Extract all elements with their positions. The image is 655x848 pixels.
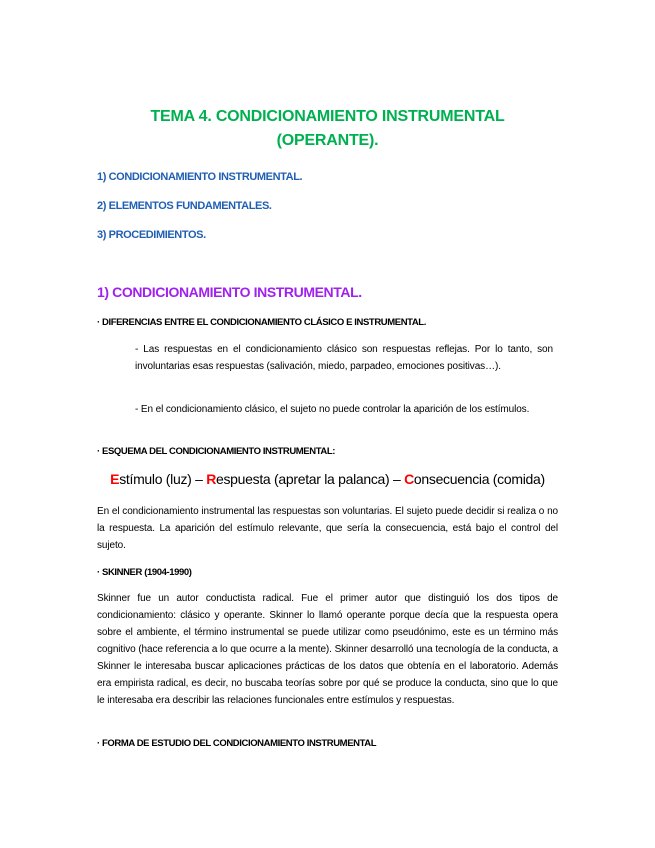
esquema-paragraph: En el condicionamiento instrumental las respuestas son voluntarias. El sujeto puede decidir si realiza o no la respuesta. La aparición del estímulo relevante, que sería la consecuencia, está bajo el control del sujeto. <box>97 506 558 551</box>
bullet-esquema: · ESQUEMA DEL CONDICIONAMIENTO INSTRUMENTAL: <box>97 446 336 457</box>
esquema-r-rest: espuesta (apretar la palanca) – <box>216 471 405 487</box>
esquema-formula <box>0 471 655 487</box>
esquema-c-letter: C <box>404 471 414 487</box>
title-line-1: TEMA 4. CONDICIONAMIENTO INSTRUMENTAL <box>150 108 505 125</box>
bullet-forma-estudio: · FORMA DE ESTUDIO DEL CONDICIONAMIENTO INSTRUMENTAL <box>97 738 377 749</box>
toc-item-2: 2) ELEMENTOS FUNDAMENTALES. <box>97 200 272 212</box>
bullet-diferencias: · DIFERENCIAS ENTRE EL CONDICIONAMIENTO CLÁSICO E INSTRUMENTAL. <box>97 317 426 328</box>
esquema-c-rest: onsecuencia (comida) <box>413 471 545 487</box>
document-title <box>0 105 655 153</box>
diferencia-paragraph-1: - Las respuestas en el condicionamiento clásico son respuestas reflejas. Por lo tanto, son involuntarias esas respuestas (salivación, miedo, parpadeo, emociones positivas…). <box>135 344 553 372</box>
esquema-e-rest: stímulo (luz) – <box>119 471 207 487</box>
bullet-skinner: · SKINNER (1904-1990) <box>97 567 192 578</box>
title-line-2: (OPERANTE). <box>276 132 379 149</box>
section-heading: 1) CONDICIONAMIENTO INSTRUMENTAL. <box>97 284 362 300</box>
diferencia-paragraph-2: - En el condicionamiento clásico, el sujeto no puede controlar la aparición de los estímulos. <box>135 404 530 415</box>
toc-item-1: 1) CONDICIONAMIENTO INSTRUMENTAL. <box>97 171 303 183</box>
esquema-r-letter: R <box>206 471 216 487</box>
toc-item-3: 3) PROCEDIMIENTOS. <box>97 229 206 241</box>
skinner-paragraph: Skinner fue un autor conductista radical. Fue el primer autor que distinguió los dos tipos de condicionamiento: clásico y operante. Skinner lo llamó operante porque decía que la respuesta opera sobre el ambiente, el término instrumental se puede utilizar como pseudónimo, este es un término más cognitivo (hace referencia a lo que ocurre a la mente). Skinner desarrolló una tecnología de la conducta, a Skinner le interesaba buscar aplicaciones prácticas de los datos que obtenía en el laboratorio. Además era empirista radical, es decir, no buscaba teorías sobre por qué se produce la conducta, sino que lo que le interesaba era describir las relaciones funcionales entre estímulos y respuestas. <box>97 593 558 706</box>
esquema-e-letter: E <box>110 471 120 487</box>
